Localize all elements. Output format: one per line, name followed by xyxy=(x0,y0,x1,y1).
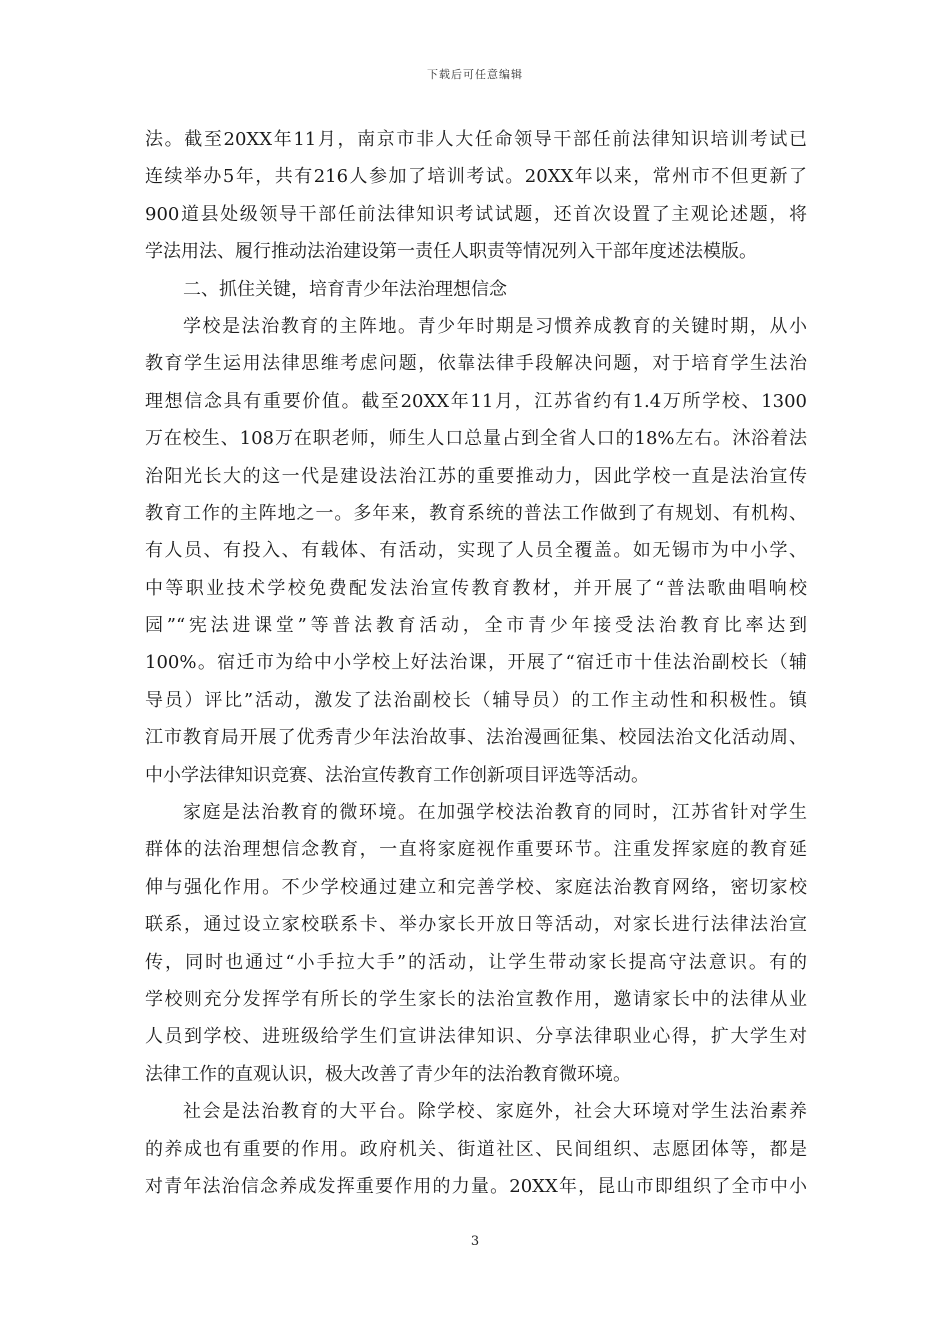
text-line: 中等职业技术学校免费配发法治宣传教育教材，并开展了“普法歌曲唱响校 xyxy=(145,577,807,599)
text-line: 学校则充分发挥学有所长的学生家长的法治宣教作用，邀请家长中的法律从业 xyxy=(145,988,807,1010)
text-line: 伸与强化作用。不少学校通过建立和完善学校、家庭法治教育网络，密切家校 xyxy=(145,876,807,898)
text-line: 社会是法治教育的大平台。除学校、家庭外，社会大环境对学生法治素养 xyxy=(183,1101,807,1123)
text-line: 法。截至20XX年11月，南京市非人大任命领导干部任前法律知识培训考试已 xyxy=(145,129,807,150)
text-line: 连续举办5年，共有216人参加了培训考试。20XX年以来，常州市不但更新了 xyxy=(145,166,807,188)
page-number: 3 xyxy=(470,1234,480,1249)
text-line: 的养成也有重要的作用。政府机关、街道社区、民间组织、志愿团体等，都是 xyxy=(145,1138,807,1160)
page-header-note: 下载后可任意编辑 xyxy=(427,68,523,81)
text-line: 法律工作的直观认识，极大改善了青少年的法治教育微环境。 xyxy=(145,1063,631,1085)
text-line: 群体的法治理想信念教育，一直将家庭视作重要环节。注重发挥家庭的教育延 xyxy=(145,839,807,861)
text-line: 园”“宪法进课堂”等普法教育活动，全市青少年接受法治教育比率达到 xyxy=(145,615,807,637)
text-line: 万在校生、108万在职老师，师生人口总量占到全省人口的18%左右。沐浴着法 xyxy=(145,428,807,450)
text-line: 对青年法治信念养成发挥重要作用的力量。20XX年，昆山市即组织了全市中小 xyxy=(145,1175,807,1197)
text-line: 人员到学校、进班级给学生们宣讲法律知识、分享法律职业心得，扩大学生对 xyxy=(145,1026,807,1048)
text-line: 学校是法治教育的主阵地。青少年时期是习惯养成教育的关键时期，从小 xyxy=(183,315,807,337)
text-line: 治阳光长大的这一代是建设法治江苏的重要推动力，因此学校一直是法治宣传 xyxy=(145,465,807,487)
text-line: 家庭是法治教育的微环境。在加强学校法治教育的同时，江苏省针对学生 xyxy=(183,802,807,824)
text-line: 900道县处级领导干部任前法律知识考试试题，还首次设置了主观论述题，将 xyxy=(145,203,807,225)
text-line: 教育工作的主阵地之一。多年来，教育系统的普法工作做到了有规划、有机构、 xyxy=(145,502,807,524)
text-line: 有人员、有投入、有载体、有活动，实现了人员全覆盖。如无锡市为中小学、 xyxy=(145,540,807,562)
text-line: 学法用法、履行推动法治建设第一责任人职责等情况列入干部年度述法模版。 xyxy=(145,241,757,263)
text-line: 联系，通过设立家校联系卡、举办家长开放日等活动，对家长进行法律法治宣 xyxy=(145,914,807,936)
document-body xyxy=(145,121,807,1205)
section-heading: 二、抓住关键，培育青少年法治理想信念 xyxy=(183,278,507,300)
text-line: 教育学生运用法律思维考虑问题，依靠法律手段解决问题，对于培育学生法治 xyxy=(145,353,807,375)
text-line: 江市教育局开展了优秀青少年法治故事、法治漫画征集、校园法治文化活动周、 xyxy=(145,727,807,749)
text-line: 理想信念具有重要价值。截至20XX年11月，江苏省约有1.4万所学校、1300 xyxy=(145,390,807,412)
text-line: 传，同时也通过“小手拉大手”的活动，让学生带动家长提高守法意识。有的 xyxy=(145,951,807,973)
text-line: 中小学法律知识竞赛、法治宣传教育工作创新项目评选等活动。 xyxy=(145,764,649,786)
text-line: 导员）评比”活动，激发了法治副校长（辅导员）的工作主动性和积极性。镇 xyxy=(145,689,807,711)
text-line: 100%。宿迁市为给中小学校上好法治课，开展了“宿迁市十佳法治副校长（辅 xyxy=(145,652,807,674)
